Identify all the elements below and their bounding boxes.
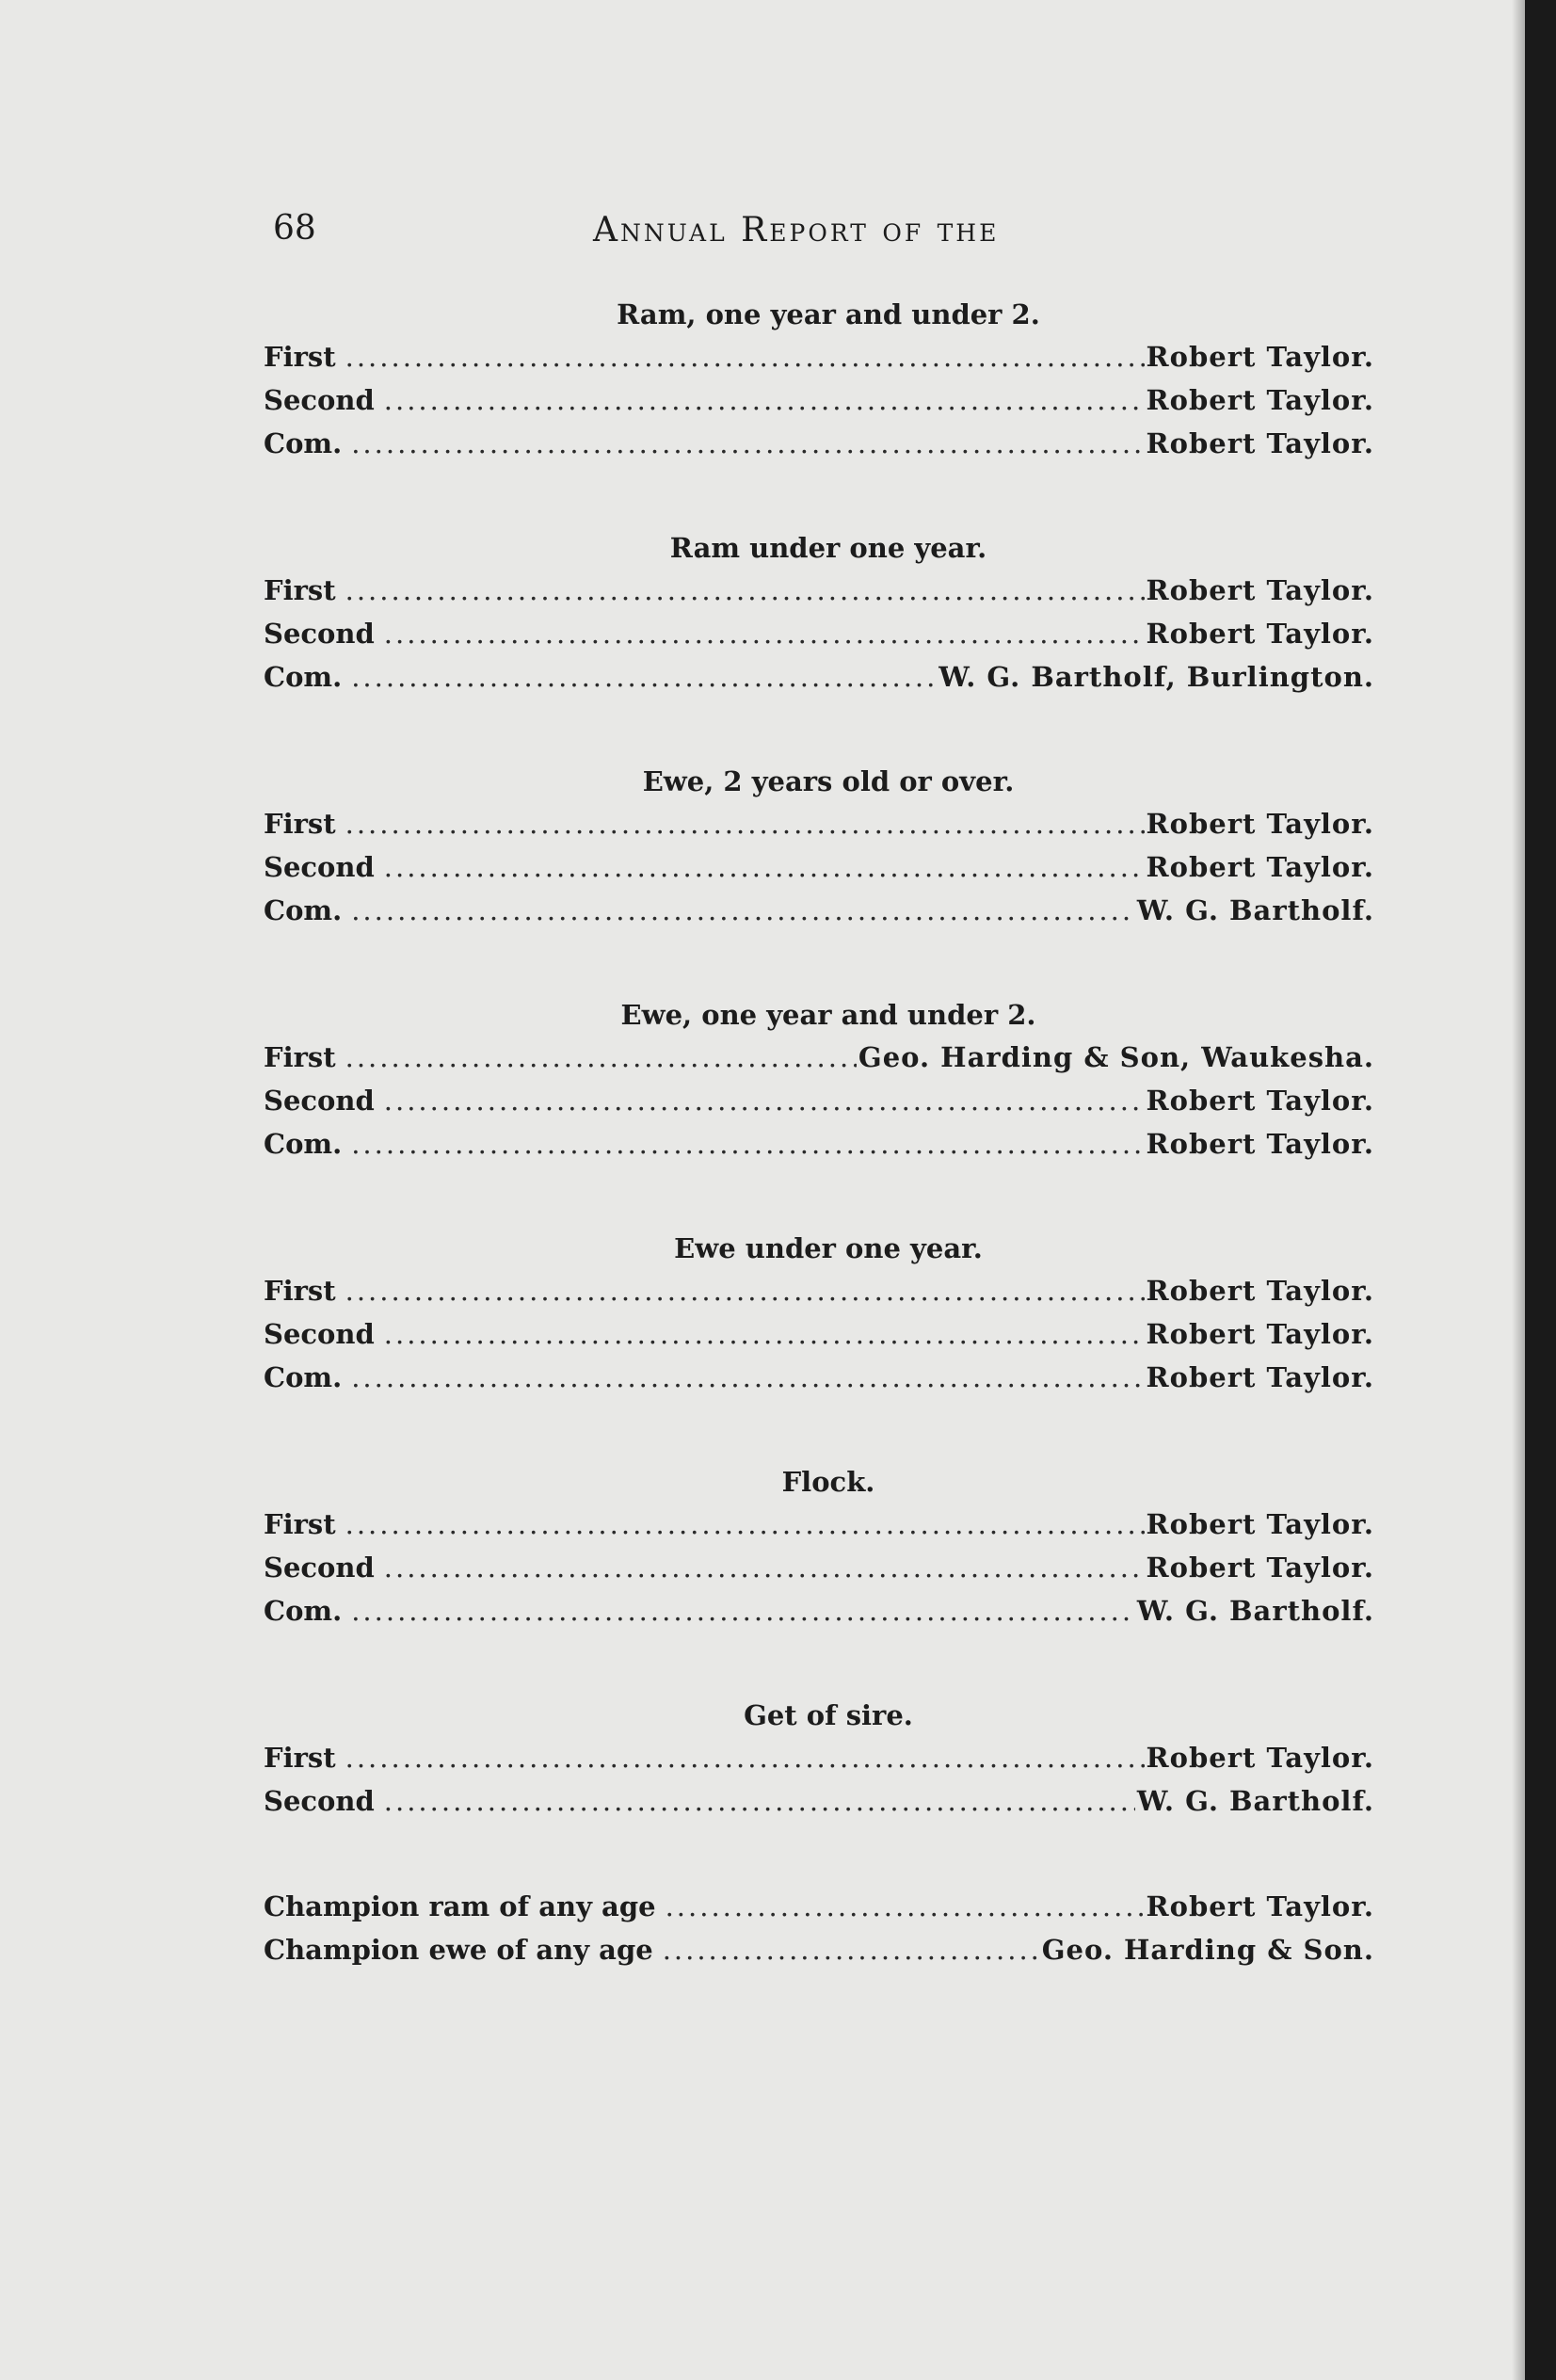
award-row <box>264 1503 1374 1546</box>
award-section <box>264 527 1374 699</box>
award-winner: Robert Taylor. <box>1146 1085 1374 1117</box>
award-winner: Robert Taylor. <box>1146 1742 1374 1774</box>
award-section <box>264 294 1374 465</box>
award-row <box>264 335 1374 378</box>
page-header <box>273 209 1365 265</box>
dot-leader <box>345 569 1145 612</box>
award-winner: Robert Taylor. <box>1146 808 1374 840</box>
award-winner: Robert Taylor. <box>1146 851 1374 883</box>
award-place: First <box>264 574 336 606</box>
award-row <box>264 1079 1374 1122</box>
dot-leader <box>351 889 1135 932</box>
section-title: Ewe, one year and under 2. <box>620 999 1036 1031</box>
dot-leader <box>345 1736 1145 1779</box>
dot-leader <box>345 1036 857 1079</box>
dot-leader <box>351 1356 1144 1399</box>
award-winner: Robert Taylor. <box>1146 1128 1374 1160</box>
award-row <box>264 889 1374 932</box>
section-title: Flock. <box>781 1466 875 1498</box>
award-place: Com. <box>264 894 343 926</box>
section-title: Ram under one year. <box>669 532 987 564</box>
award-place: Second <box>264 1318 375 1350</box>
award-place: Com. <box>264 1361 343 1393</box>
award-place: Com. <box>264 1595 343 1627</box>
award-place: Second <box>264 851 375 883</box>
award-place: Com. <box>264 1128 343 1160</box>
dot-leader <box>384 1079 1145 1122</box>
award-place: First <box>264 1275 336 1307</box>
dot-leader <box>666 1885 1145 1928</box>
award-row <box>264 1779 1374 1823</box>
dot-leader <box>384 378 1145 422</box>
award-place: Second <box>264 1085 375 1117</box>
award-section <box>264 1695 1374 1823</box>
award-winner: Robert Taylor. <box>1146 384 1374 416</box>
champion-winner: Robert Taylor. <box>1146 1890 1374 1922</box>
section-title: Ram, one year and under 2. <box>617 298 1040 330</box>
award-winner: Robert Taylor. <box>1146 1361 1374 1393</box>
award-place: Second <box>264 618 375 650</box>
award-place: First <box>264 1742 336 1774</box>
award-section <box>264 1461 1374 1632</box>
champion-row <box>264 1928 1374 1971</box>
dot-leader <box>351 1589 1135 1632</box>
award-row <box>264 802 1374 845</box>
champion-label: Champion ram of any age <box>264 1890 656 1922</box>
dot-leader <box>384 1546 1145 1589</box>
award-section <box>264 994 1374 1166</box>
dot-leader <box>351 422 1144 465</box>
award-row <box>264 1589 1374 1632</box>
award-winner: Robert Taylor. <box>1146 1318 1374 1350</box>
champion-awards <box>264 1885 1374 1971</box>
award-row <box>264 845 1374 889</box>
award-winner: Robert Taylor. <box>1146 1275 1374 1307</box>
running-head: Annual Report of the <box>593 211 1000 249</box>
award-place: Second <box>264 1785 375 1817</box>
award-row <box>264 655 1374 699</box>
award-winner: W. G. Bartholf. <box>1136 1785 1374 1817</box>
award-section <box>264 761 1374 932</box>
award-place: First <box>264 1041 336 1073</box>
dot-leader <box>663 1928 1040 1971</box>
awards-list <box>264 294 1374 1971</box>
award-place: Second <box>264 384 375 416</box>
award-row <box>264 1356 1374 1399</box>
dot-leader <box>345 1269 1145 1312</box>
award-winner: Robert Taylor. <box>1146 427 1374 459</box>
award-winner: Robert Taylor. <box>1146 574 1374 606</box>
award-winner: W. G. Bartholf. <box>1136 1595 1374 1627</box>
award-row <box>264 612 1374 655</box>
award-winner: W. G. Bartholf. <box>1136 894 1374 926</box>
award-winner: Robert Taylor. <box>1146 1508 1374 1540</box>
award-place: Com. <box>264 427 343 459</box>
award-winner: Robert Taylor. <box>1146 618 1374 650</box>
page-edge-border <box>1525 0 1556 2380</box>
dot-leader <box>384 612 1145 655</box>
dot-leader <box>345 802 1145 845</box>
award-place: Second <box>264 1552 375 1584</box>
award-winner: W. G. Bartholf, Burlington. <box>938 661 1374 693</box>
section-title: Ewe under one year. <box>674 1232 983 1264</box>
award-place: Com. <box>264 661 343 693</box>
award-row <box>264 378 1374 422</box>
page-number: 68 <box>273 209 316 248</box>
dot-leader <box>384 1779 1135 1823</box>
section-title: Ewe, 2 years old or over. <box>642 765 1015 797</box>
award-row <box>264 1122 1374 1166</box>
dot-leader <box>351 655 937 699</box>
dot-leader <box>345 1503 1145 1546</box>
champion-row <box>264 1885 1374 1928</box>
award-place: First <box>264 808 336 840</box>
award-row <box>264 1546 1374 1589</box>
award-place: First <box>264 1508 336 1540</box>
dot-leader <box>384 845 1145 889</box>
champion-label: Champion ewe of any age <box>264 1934 653 1966</box>
dot-leader <box>384 1312 1145 1356</box>
award-section <box>264 1228 1374 1399</box>
award-place: First <box>264 341 336 373</box>
award-row <box>264 1312 1374 1356</box>
award-row <box>264 422 1374 465</box>
award-winner: Robert Taylor. <box>1146 341 1374 373</box>
page-edge-shadow <box>1512 0 1525 2380</box>
award-row <box>264 1736 1374 1779</box>
award-winner: Robert Taylor. <box>1146 1552 1374 1584</box>
section-title: Get of sire. <box>744 1699 913 1731</box>
award-row <box>264 1269 1374 1312</box>
dot-leader <box>345 335 1145 378</box>
award-row <box>264 569 1374 612</box>
award-row <box>264 1036 1374 1079</box>
award-winner: Geo. Harding & Son, Waukesha. <box>858 1041 1374 1073</box>
champion-winner: Geo. Harding & Son. <box>1041 1934 1374 1966</box>
dot-leader <box>351 1122 1144 1166</box>
